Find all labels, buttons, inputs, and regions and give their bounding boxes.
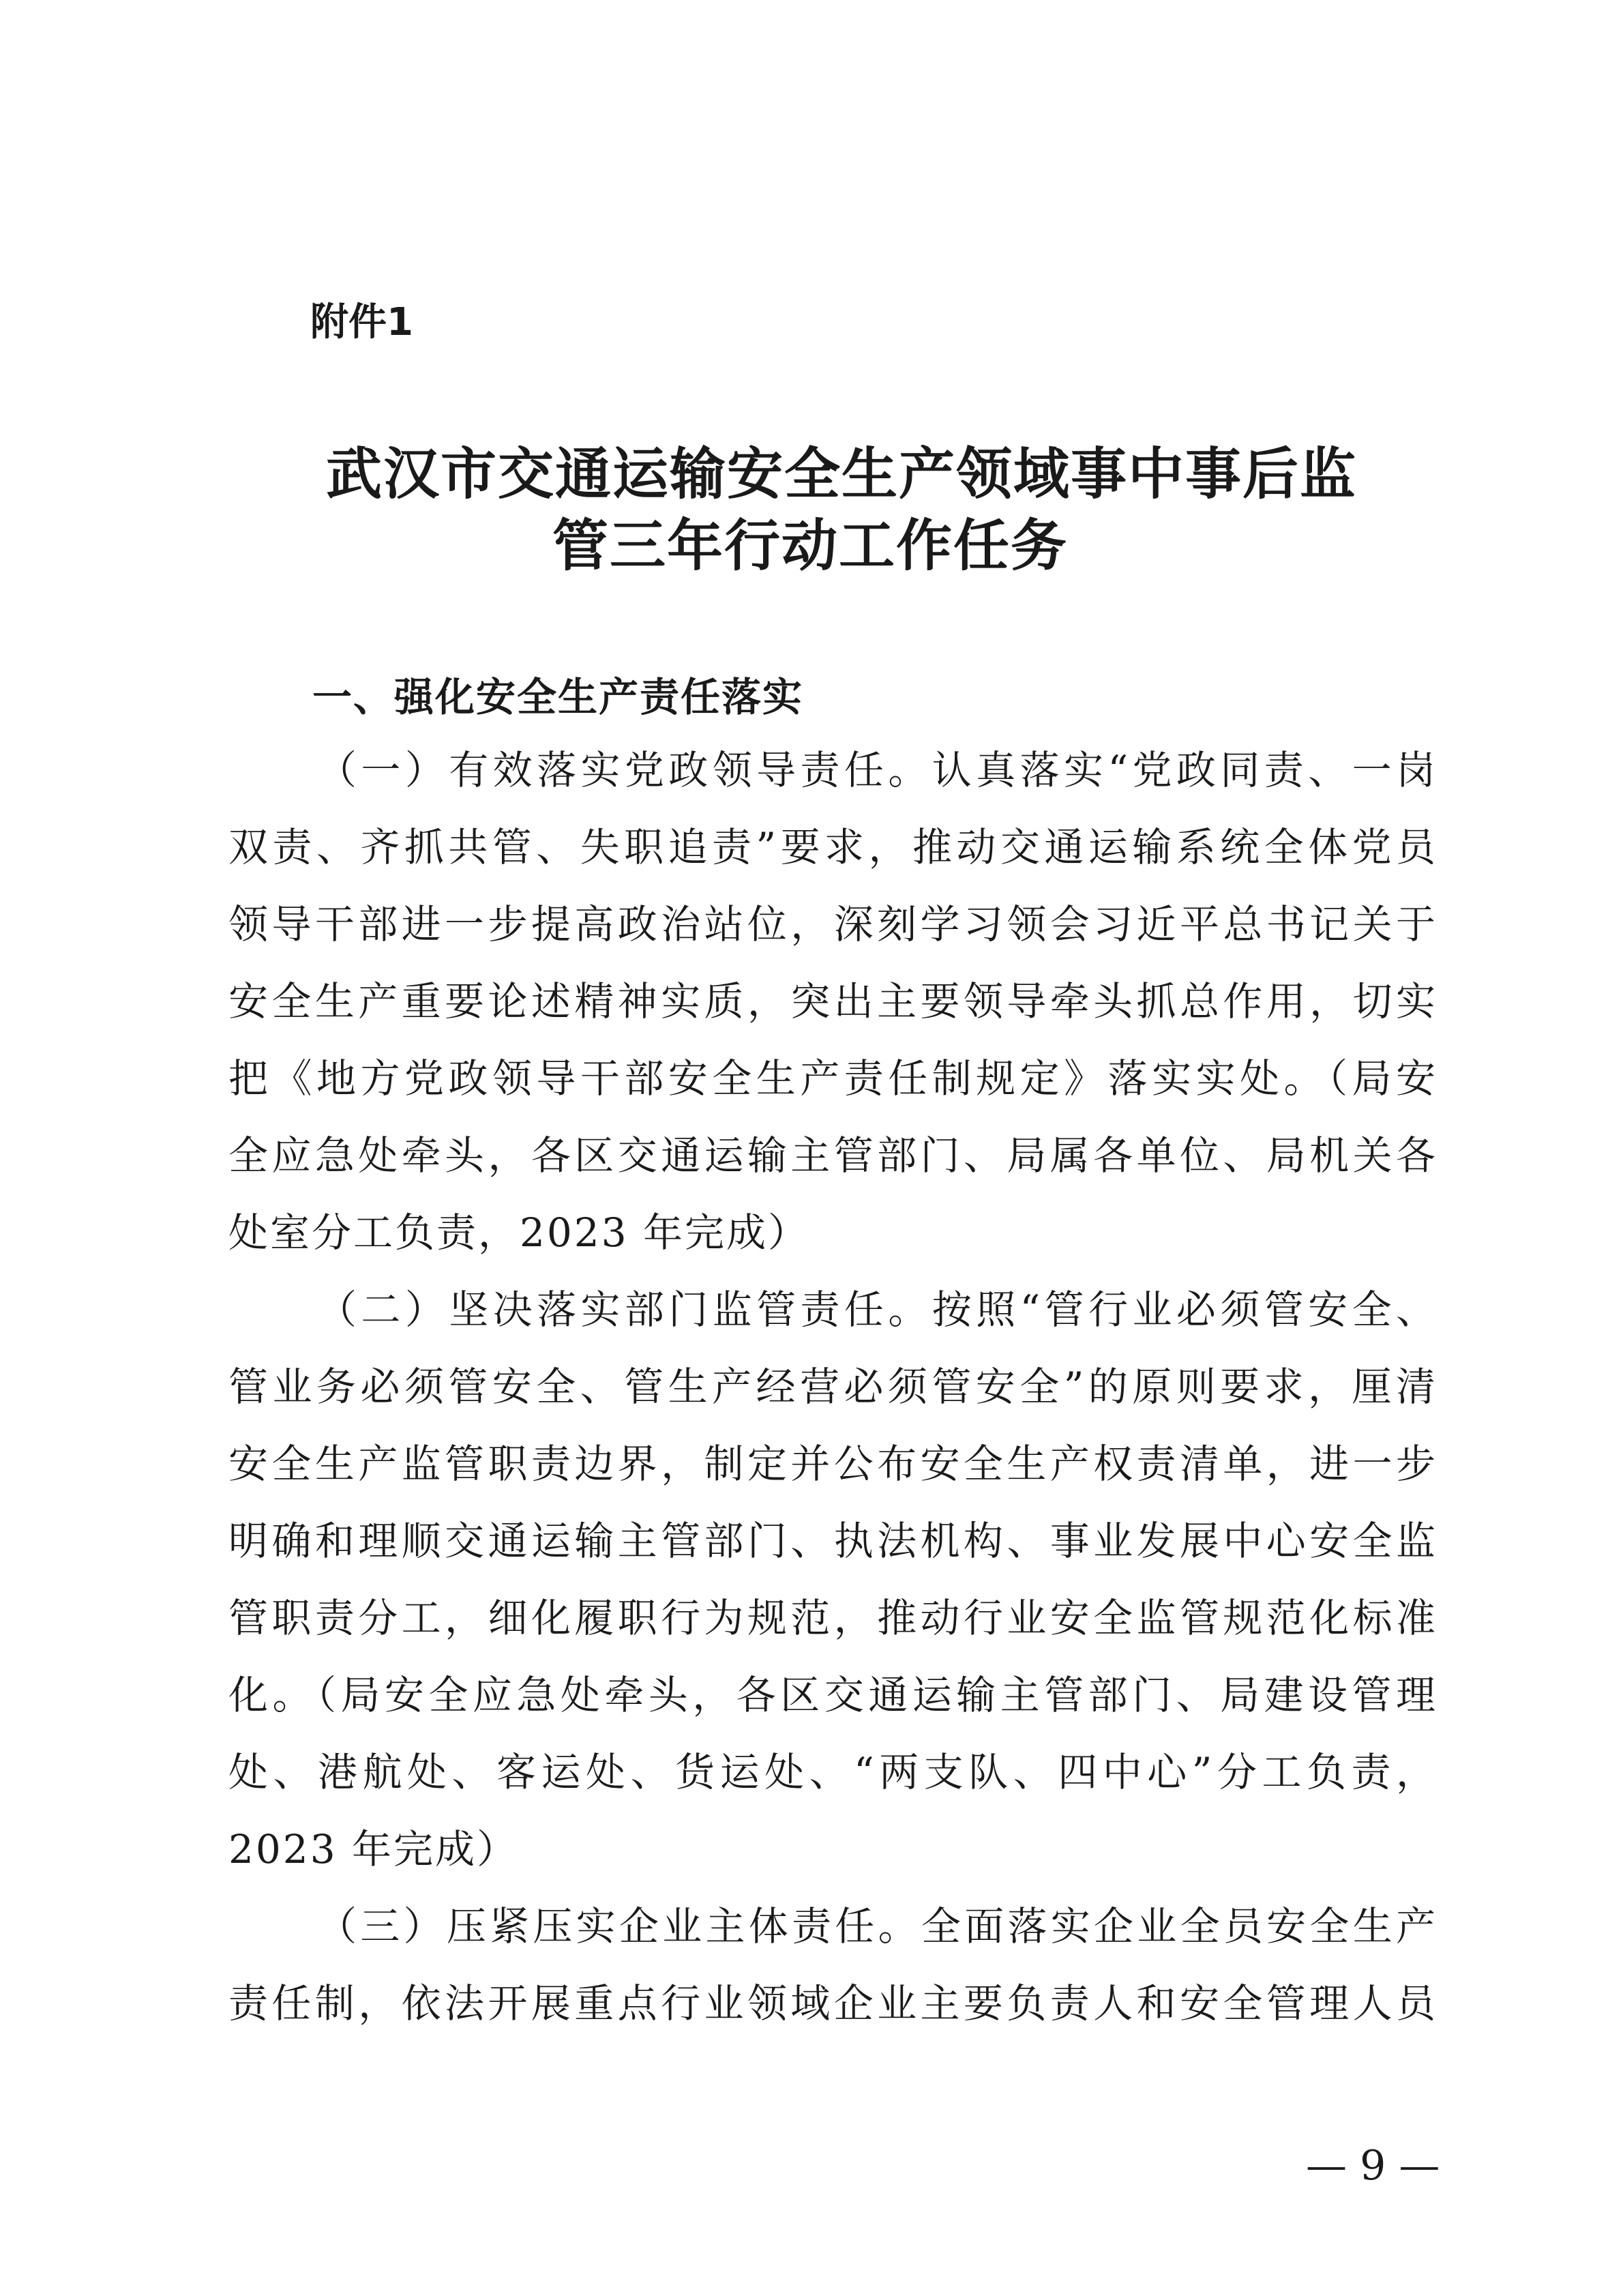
body-line: 处、港航处、客运处、货运处、“两支队、四中心”分工负责， xyxy=(228,1749,1435,1795)
body-line: 责任制，依法开展重点行业领域企业主要负责人和安全管理人员 xyxy=(228,1980,1435,2027)
document-title-line-1: 武汉市交通运输安全生产领域事中事后监 xyxy=(326,441,1358,507)
body-line: 化。（局安全应急处牵头，各区交通运输主管部门、局建设管理 xyxy=(228,1672,1435,1718)
body-line: 处室分工负责，2023 年完成） xyxy=(228,1209,810,1256)
body-line: 全应急处牵头，各区交通运输主管部门、局属各单位、局机关各 xyxy=(228,1132,1435,1179)
body-line: （三）压紧压实企业主体责任。全面落实企业全员安全生产 xyxy=(317,1903,1435,1949)
body-line: 双责、齐抓共管、失职追责”要求，推动交通运输系统全体党员 xyxy=(228,824,1435,870)
body-line: （一）有效落实党政领导责任。认真落实“党政同责、一岗 xyxy=(317,747,1435,793)
section-heading: 一、强化安全生产责任落实 xyxy=(312,674,804,720)
body-line: 安全生产监管职责边界，制定并公布安全生产权责清单，进一步 xyxy=(228,1441,1435,1487)
body-line: （二）坚决落实部门监管责任。按照“管行业必须管安全、 xyxy=(317,1286,1435,1333)
body-line: 领导干部进一步提高政治站位，深刻学习领会习近平总书记关于 xyxy=(228,901,1435,947)
body-line: 安全生产重要论述精神实质，突出主要领导牵头抓总作用，切实 xyxy=(228,978,1435,1025)
body-text xyxy=(228,744,1435,2054)
body-line: 管职责分工，细化履职行为规范，推动行业安全监管规范化标准 xyxy=(228,1595,1435,1641)
body-line: 管业务必须管安全、管生产经营必须管安全”的原则要求，厘清 xyxy=(228,1364,1435,1410)
body-line: 明确和理顺交通运输主管部门、执法机构、事业发展中心安全监 xyxy=(228,1518,1435,1564)
document-title-line-2: 管三年行动工作任务 xyxy=(552,513,1069,578)
attachment-label: 附件1 xyxy=(310,300,413,344)
page-number: — 9 — xyxy=(1306,2142,1440,2190)
body-line: 2023 年完成） xyxy=(228,1826,519,1872)
body-line: 把《地方党政领导干部安全生产责任制规定》落实实处。（局安 xyxy=(228,1055,1435,1102)
